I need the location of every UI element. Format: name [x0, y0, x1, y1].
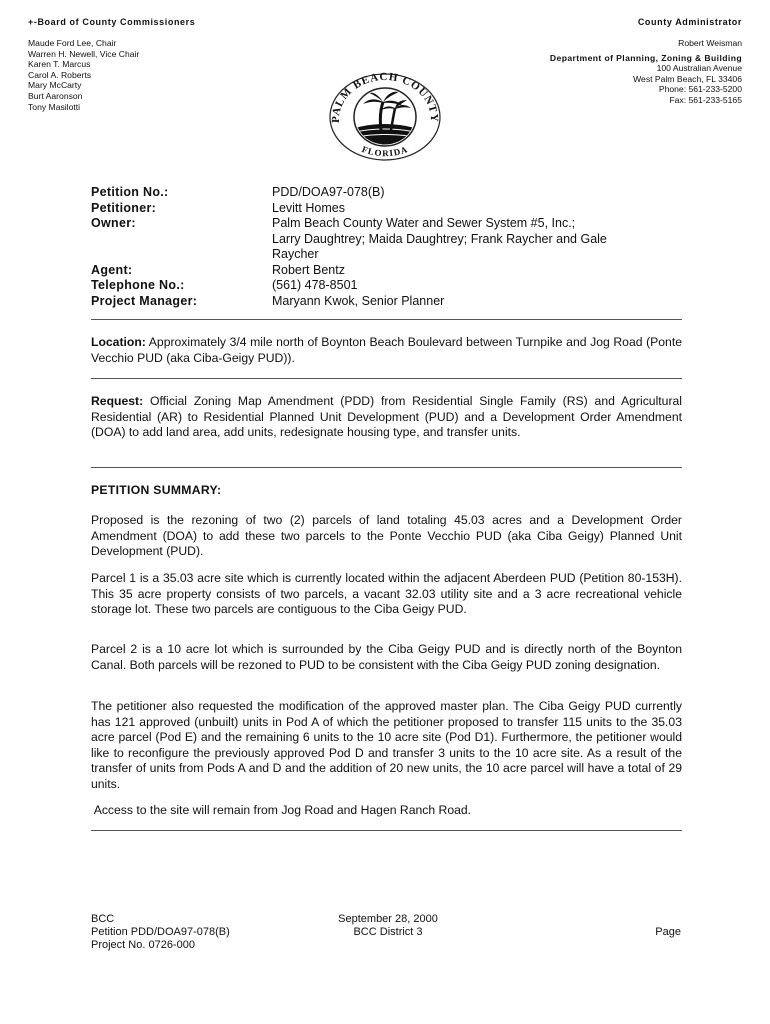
petitioner-label: Petitioner:: [91, 200, 157, 215]
telephone-label: Telephone No.:: [91, 278, 185, 292]
request-paragraph: [91, 394, 682, 441]
petition-number-label: Petition No.:: [91, 185, 169, 199]
summary-paragraph-3: Parcel 2 is a 10 acre lot which is surrounded by the Ciba Geigy PUD and is directly north of the Boynton Canal. Both parcels will be rezoned to PUD to be consistent with the Ciba Geigy PUD zoning designation.: [91, 642, 682, 672]
summary-paragraph-1: Proposed is the rezoning of two (2) parcels of land totaling 45.03 acres and a Development Order Amendment (DOA) to add these two parcels to the Ponte Vecchio PUD (aka Ciba Geigy) Planned Unit Development (PUD).: [91, 513, 682, 558]
location-text: Approximately 3/4 mile north of Boynton Beach Boulevard between Turnpike and Jog Road (Ponte Vecchio PUD (aka Ciba-Geigy PUD)).: [91, 335, 683, 365]
owner-value-line: Raycher: [272, 247, 319, 261]
petition-number-value: PDD/DOA97-078(B): [272, 185, 385, 199]
commissioner-name: Burt Aaronson: [28, 90, 83, 101]
location-label: Location:: [91, 335, 146, 349]
divider-line: [91, 830, 682, 831]
summary-paragraph-2: Parcel 1 is a 35.03 acre site which is currently located within the adjacent Aberdeen PUD (Petition 80-153H). This 35 acre property consists of two parcels, a vacant 32.03 utility site and a 3 acre recreational vehicle storage lot. These two parcels are contiguous to the Ciba Geigy PUD.: [91, 571, 682, 616]
commissioner-name: Tony Masilotti: [28, 101, 81, 112]
county-seal-logo: [327, 70, 443, 162]
agent-label: Agent:: [91, 262, 133, 277]
project-manager-row: [91, 294, 691, 310]
owner-value-line: Palm Beach County Water and Sewer System #5, Inc.;: [272, 216, 576, 230]
project-manager-label: Project Manager:: [91, 293, 198, 308]
petitioner-value: Levitt Homes: [272, 200, 345, 215]
board-title: +-Board of County Commissioners: [28, 17, 196, 27]
commissioner-name: Warren H. Newell, Vice Chair: [28, 48, 140, 59]
agent-row: [91, 263, 691, 279]
location-paragraph: [91, 335, 682, 366]
footer-right: [655, 926, 681, 939]
project-manager-value: Maryann Kwok, Senior Planner: [272, 293, 445, 308]
petition-summary-heading: PETITION SUMMARY:: [91, 483, 222, 497]
administrator-name: Robert Weisman: [678, 38, 742, 48]
footer-bcc: BCC: [91, 913, 115, 925]
department-name: Department of Planning, Zoning & Building: [549, 52, 742, 63]
request-label: Request:: [91, 394, 144, 408]
petition-info-block: [91, 185, 691, 309]
administrator-title: County Administrator: [637, 17, 742, 27]
commissioner-name: Karen T. Marcus: [28, 59, 91, 70]
divider-line: [91, 319, 682, 320]
administrator-header: [442, 17, 742, 106]
footer-page: Page: [655, 926, 681, 938]
address-line: West Palm Beach, FL 33406: [633, 73, 742, 84]
footer-district: BCC District 3: [353, 925, 423, 938]
footer-date: September 28, 2000: [338, 913, 438, 925]
footer-petition: Petition PDD/DOA97-078(B): [91, 925, 230, 938]
footer-project-number: Project No. 0726-000: [91, 938, 195, 951]
owner-label: Owner:: [91, 216, 136, 230]
commissioner-list: [28, 38, 288, 112]
phone-number: Phone: 561-233-5200: [658, 84, 742, 95]
commissioner-name: Mary McCarty: [28, 80, 82, 91]
telephone-value: (561) 478-8501: [272, 278, 358, 292]
divider-line: [91, 467, 682, 468]
divider-line: [91, 378, 682, 379]
commissioner-name: Carol A. Roberts: [28, 69, 92, 80]
agent-value: Robert Bentz: [272, 262, 345, 277]
address-line: 100 Australian Avenue: [656, 63, 742, 74]
administrator-contact: [442, 38, 742, 106]
request-text: Official Zoning Map Amendment (PDD) from Residential Single Family (RS) and Agricultural Residential (AR) to Residential Planned Unit Development (PUD) and a Development Order Amendment (DOA) to add land area, add units, redesignate housing type, and transfer units.: [91, 394, 682, 439]
board-header: [28, 17, 288, 112]
petition-number-row: [91, 185, 691, 201]
svg-text:FLORIDA: FLORIDA: [360, 143, 410, 159]
svg-text:PALM BEACH COUNTY: PALM BEACH COUNTY: [329, 70, 441, 124]
summary-paragraph-4: The petitioner also requested the modification of the approved master plan. The Ciba Geigy PUD currently has 121 approved (unbuilt) units in Pod A of which the petitioner proposed to transfer 115 units to the 35.03 acre parcel (Pod E) and the remaining 6 units to the 10 acre site (Pod D1). Furthermore, the petitioner would like to reconfigure the previously approved Pod D and transfer 3 units to the 10 acre site. As a result of the transfer of units from Pods A and D and the addition of 20 new units, the 10 acre parcel will have a total of 29 units.: [91, 699, 682, 791]
fax-number: Fax: 561-233-5165: [669, 94, 742, 105]
owner-value-line: Larry Daughtrey; Maida Daughtrey; Frank Raycher and Gale: [272, 231, 607, 246]
owner-row: [91, 216, 691, 263]
petitioner-row: [91, 201, 691, 217]
telephone-row: [91, 278, 691, 294]
footer-center: [318, 913, 458, 939]
summary-paragraph-5: Access to the site will remain from Jog Road and Hagen Ranch Road.: [91, 803, 472, 817]
commissioner-name: Maude Ford Lee, Chair: [28, 38, 117, 48]
footer-left: [91, 913, 230, 951]
